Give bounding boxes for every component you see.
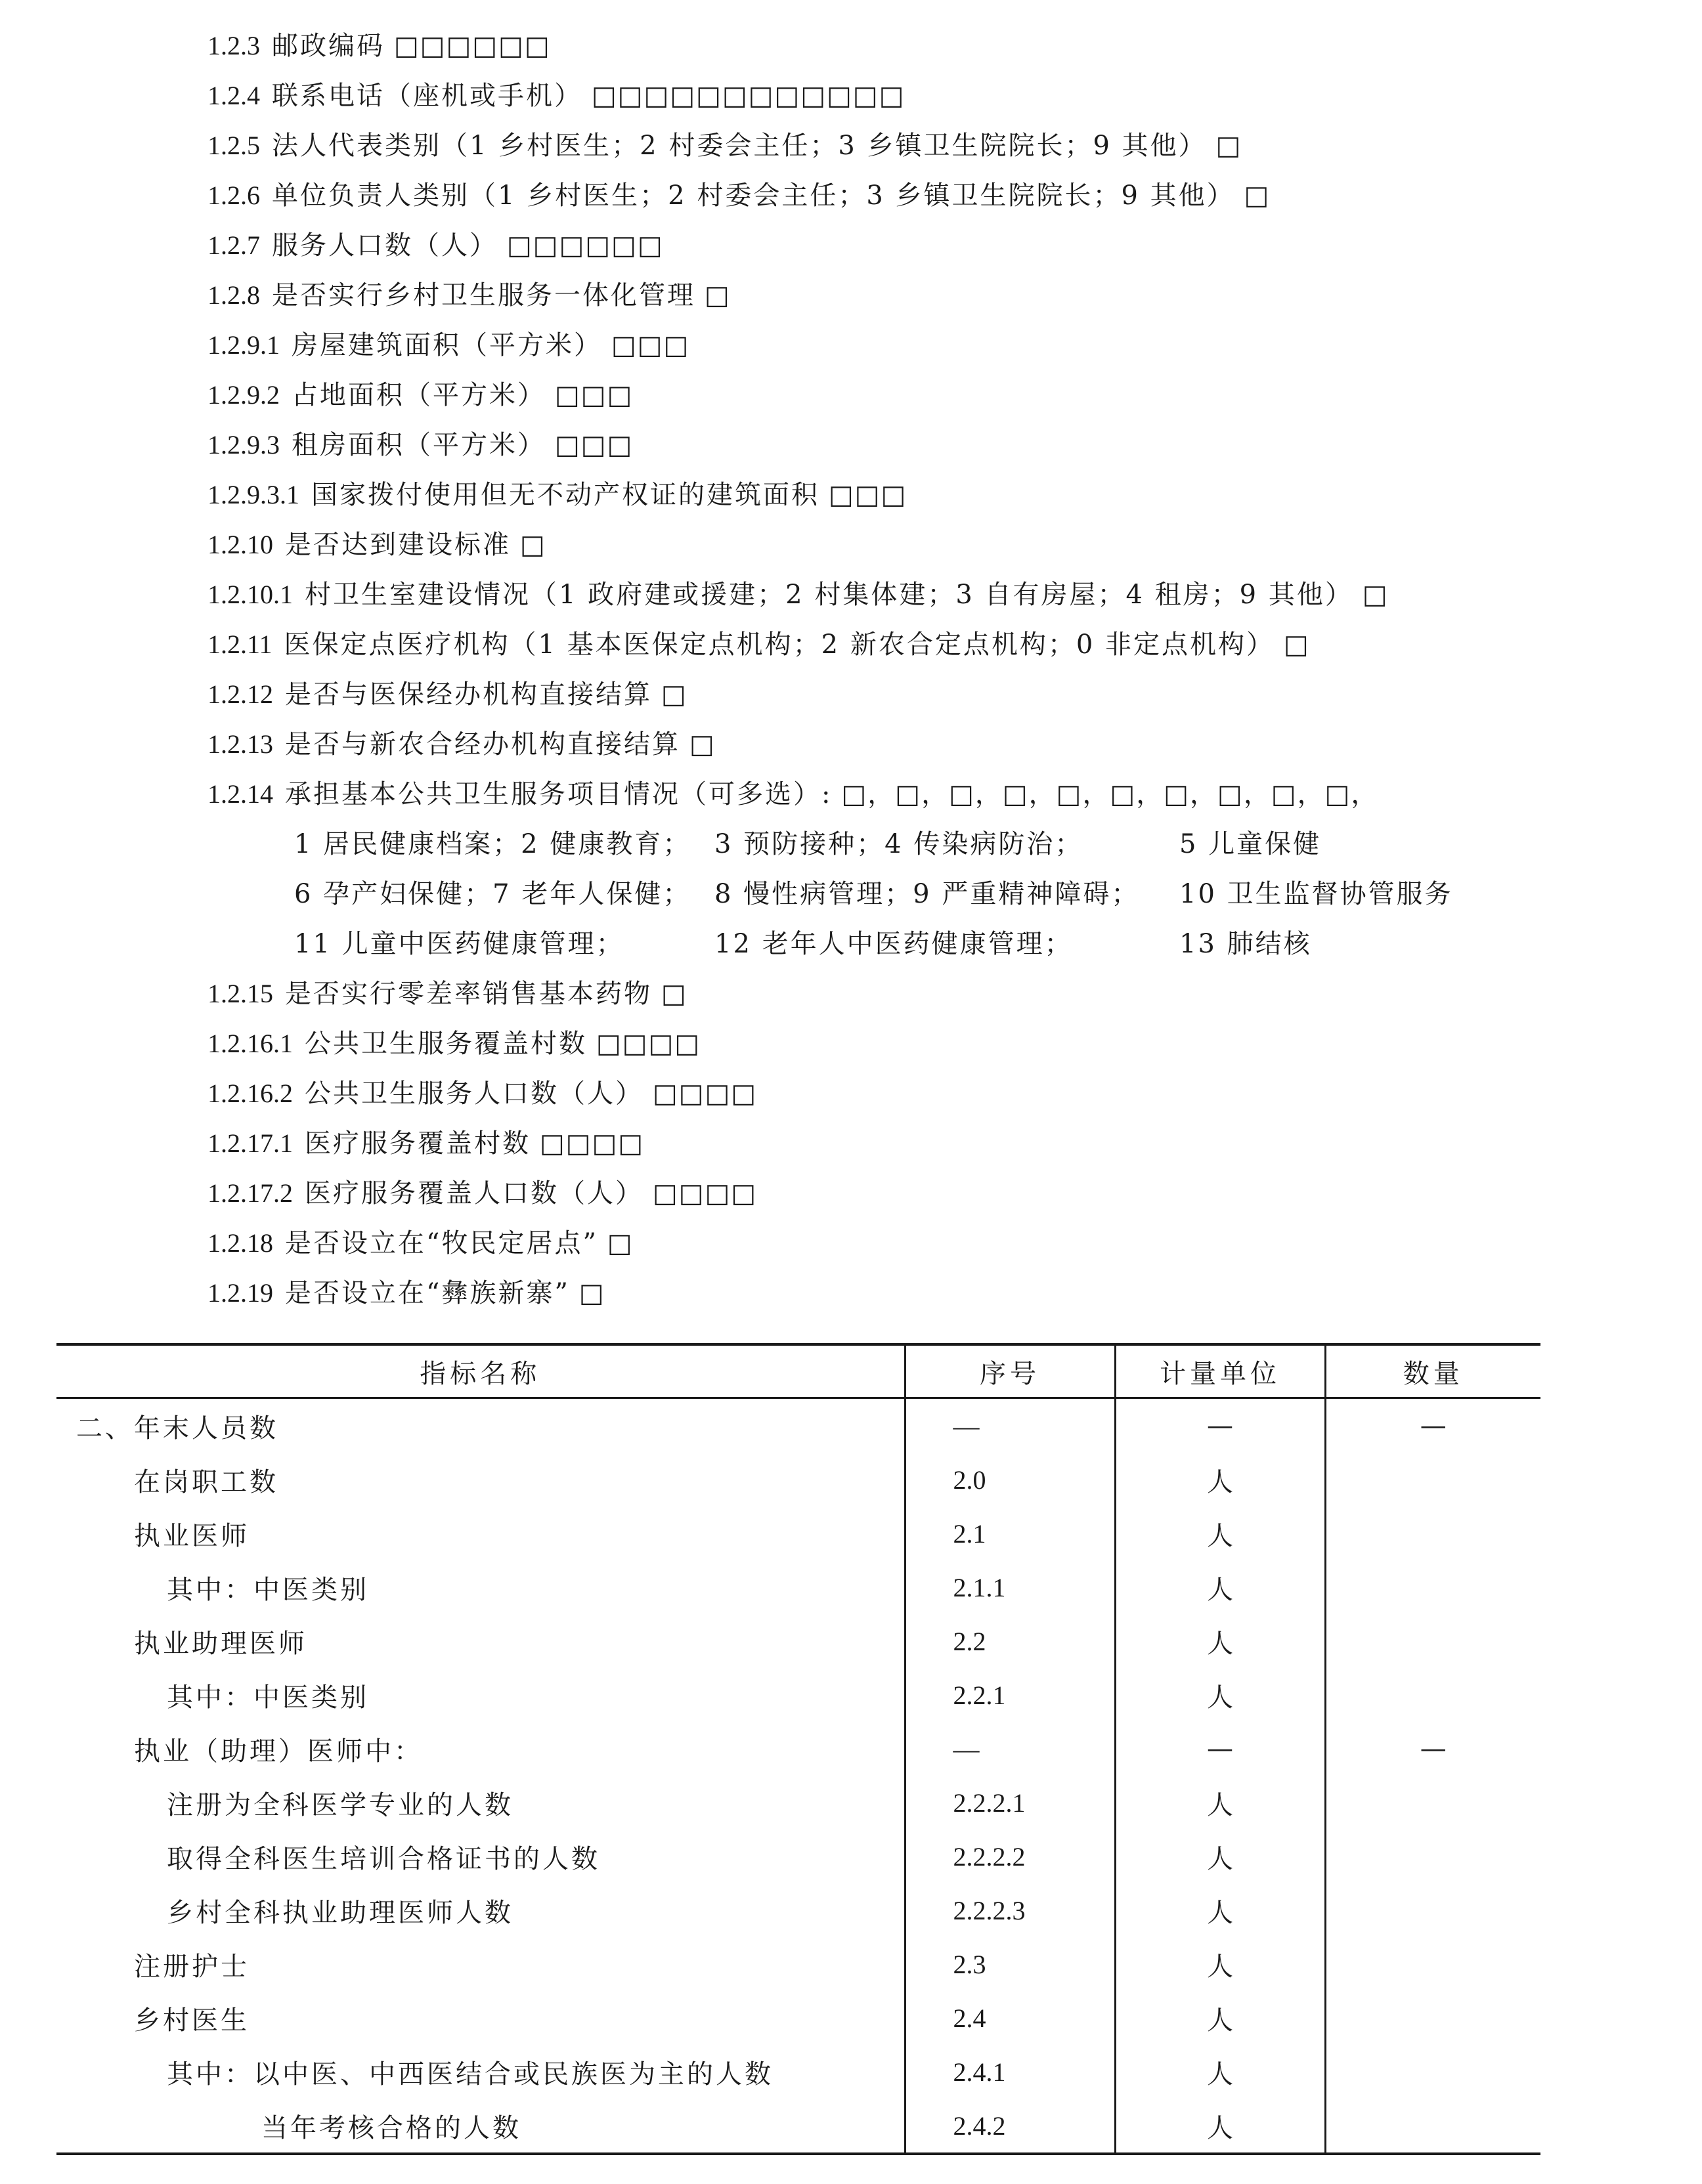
quantity-cell[interactable] (1325, 1507, 1540, 1560)
quantity-cell[interactable]: — (1325, 1722, 1540, 1776)
form-item-1-2-3 (207, 29, 551, 63)
answer-boxes[interactable]: □ (607, 1228, 634, 1258)
header-unit: 计量单位 (1115, 1344, 1325, 1398)
table-row (56, 2099, 1540, 2154)
item-label: 医疗服务覆盖村数 (305, 1128, 531, 1159)
form-item-1-2-17-1 (207, 1126, 644, 1161)
form-item-1-2-9-1 (207, 328, 689, 362)
item-label: 公共卫生服务人口数（人） (305, 1079, 644, 1109)
item-number: 1.2.9.1 (207, 330, 280, 360)
answer-boxes[interactable]: □，□，□，□，□，□，□，□，□，□， (841, 779, 1379, 809)
header-serial-number: 序号 (905, 1344, 1115, 1398)
answer-boxes[interactable]: □ (1244, 181, 1271, 211)
unit-cell: 人 (1115, 1560, 1325, 1614)
item-number: 1.2.6 (207, 181, 260, 210)
service-option: 8 慢性病管理；9 严重精神障碍； (714, 879, 1140, 909)
quantity-cell[interactable] (1325, 1560, 1540, 1614)
table-row (56, 1560, 1540, 1614)
indicator-name-cell: 注册为全科医学专业的人数 (167, 1789, 513, 1820)
table-row (56, 1453, 1540, 1507)
serial-number-cell: 2.2.2.3 (905, 1883, 1115, 1937)
serial-number-cell: 2.0 (905, 1453, 1115, 1507)
answer-boxes[interactable]: □□□□ (596, 1029, 701, 1059)
item-number: 1.2.12 (207, 679, 273, 709)
quantity-cell[interactable] (1325, 1614, 1540, 1668)
item-number: 1.2.13 (207, 729, 273, 759)
item-label: 医保定点医疗机构（1 基本医保定点机构；2 新农合定点机构；0 非定点机构） (284, 630, 1275, 660)
answer-boxes[interactable]: □ (705, 280, 731, 310)
table-header-row (56, 1344, 1540, 1398)
table-body (56, 1398, 1540, 2154)
indicator-name-cell: 乡村医生 (134, 2005, 250, 2036)
answer-boxes[interactable]: □□□ (611, 330, 690, 360)
table-row (56, 1722, 1540, 1776)
table-row (56, 1507, 1540, 1560)
answer-boxes[interactable]: □ (689, 729, 716, 760)
service-option: 1 居民健康档案；2 健康教育； (294, 829, 691, 859)
unit-cell: 人 (1115, 1776, 1325, 1830)
unit-cell: — (1115, 1398, 1325, 1453)
item-label: 是否与医保经办机构直接结算 (285, 679, 652, 710)
form-item-1-2-16-1 (207, 1027, 701, 1061)
answer-boxes[interactable]: □□□□ (653, 1079, 758, 1109)
table-row (56, 1398, 1540, 1453)
item-number: 1.2.16.2 (207, 1079, 293, 1108)
form-item-1-2-15 (207, 977, 687, 1011)
table-row (56, 1668, 1540, 1722)
answer-boxes[interactable]: □□□ (555, 380, 634, 410)
form-item-1-2-13 (207, 727, 716, 761)
indicator-name-cell: 其中：以中医、中西医结合或民族医为主的人数 (167, 2059, 774, 2089)
indicator-name-cell: 乡村全科执业助理医师人数 (167, 1897, 513, 1928)
form-item-1-2-17-2 (207, 1176, 757, 1210)
unit-cell: 人 (1115, 2099, 1325, 2154)
service-option: 10 卫生监督协管服务 (1179, 879, 1453, 909)
quantity-cell[interactable] (1325, 2099, 1540, 2154)
item-label: 村卫生室建设情况（1 政府建或援建；2 村集体建；3 自有房屋；4 租房；9 其他） (305, 580, 1353, 610)
form-item-1-2-19 (207, 1276, 605, 1310)
form-item-1-2-9-2 (207, 378, 633, 412)
quantity-cell[interactable] (1325, 1453, 1540, 1507)
indicator-name-cell: 取得全科医生培训合格证书的人数 (167, 1843, 600, 1874)
answer-boxes[interactable]: □ (1362, 580, 1389, 610)
form-item-1-2-10 (207, 528, 546, 562)
answer-boxes[interactable]: □□□ (829, 480, 907, 510)
item-number: 1.2.16.1 (207, 1029, 293, 1058)
indicator-name-cell: 执业医师 (134, 1520, 250, 1551)
answer-boxes[interactable]: □ (661, 679, 687, 710)
serial-number-cell: 2.1.1 (905, 1560, 1115, 1614)
item-label: 占地面积（平方米） (292, 380, 546, 410)
indicator-name-cell: 其中：中医类别 (167, 1574, 369, 1605)
serial-number-cell: 2.2.2.1 (905, 1776, 1115, 1830)
form-item-1-2-10-1 (207, 578, 1389, 612)
form-item-1-2-14 (207, 777, 1378, 811)
unit-cell: 人 (1115, 1507, 1325, 1560)
answer-boxes[interactable]: □□□□ (540, 1128, 645, 1159)
service-option: 12 老年人中医药健康管理； (714, 929, 1073, 959)
form-item-1-2-7 (207, 228, 664, 263)
form-item-1-2-6 (207, 179, 1270, 213)
answer-boxes[interactable]: □□□□□□ (394, 31, 551, 61)
header-indicator-name: 指标名称 (56, 1344, 905, 1398)
answer-boxes[interactable]: □□□□□□ (507, 230, 664, 261)
indicator-name-cell: 注册护士 (134, 1951, 250, 1982)
form-item-1-2-8 (207, 278, 731, 312)
serial-number-cell: — (905, 1722, 1115, 1776)
unit-cell: — (1115, 1722, 1325, 1776)
item-number: 1.2.10.1 (207, 580, 293, 609)
unit-cell: 人 (1115, 2045, 1325, 2099)
form-item-1-2-18 (207, 1226, 634, 1260)
item-number: 1.2.5 (207, 131, 260, 160)
answer-boxes[interactable]: □ (578, 1278, 605, 1308)
item-label: 承担基本公共卫生服务项目情况（可多选）: (285, 779, 833, 809)
item-label: 法人代表类别（1 乡村医生；2 村委会主任；3 乡镇卫生院院长；9 其他） (272, 131, 1207, 161)
item-label: 邮政编码 (272, 31, 385, 61)
serial-number-cell: 2.2 (905, 1614, 1115, 1668)
indicator-name-cell: 二、年末人员数 (76, 1413, 278, 1444)
unit-cell: 人 (1115, 1614, 1325, 1668)
unit-cell: 人 (1115, 1668, 1325, 1722)
form-item-1-2-4 (207, 79, 906, 113)
unit-cell: 人 (1115, 1453, 1325, 1507)
unit-cell: 人 (1115, 1830, 1325, 1883)
serial-number-cell: 2.4.1 (905, 2045, 1115, 2099)
staff-statistics-table (56, 1343, 1540, 2155)
unit-cell: 人 (1115, 1991, 1325, 2045)
indicator-name-cell: 执业（助理）医师中： (134, 1736, 423, 1766)
service-option: 11 儿童中医药健康管理； (294, 929, 624, 959)
answer-boxes[interactable]: □ (1215, 131, 1242, 161)
item-label: 是否达到建设标准 (285, 530, 511, 560)
header-quantity: 数量 (1325, 1344, 1540, 1398)
item-number: 1.2.9.3 (207, 430, 280, 460)
table-row (56, 1830, 1540, 1883)
item-label: 医疗服务覆盖人口数（人） (305, 1178, 644, 1209)
indicator-name-cell: 在岗职工数 (134, 1467, 278, 1497)
form-item-1-2-9-3-1 (207, 478, 907, 512)
table-row (56, 1614, 1540, 1668)
item-number: 1.2.15 (207, 979, 273, 1008)
item-label: 国家拨付使用但无不动产权证的建筑面积 (311, 480, 819, 510)
table-row (56, 1937, 1540, 1991)
service-option: 6 孕产妇保健；7 老年人保健； (294, 879, 691, 909)
serial-number-cell: 2.4 (905, 1991, 1115, 2045)
serial-number-cell: 2.3 (905, 1937, 1115, 1991)
quantity-cell[interactable]: — (1325, 1398, 1540, 1453)
item-label: 公共卫生服务覆盖村数 (305, 1029, 587, 1059)
item-number: 1.2.14 (207, 779, 273, 809)
form-item-1-2-11 (207, 628, 1310, 662)
answer-boxes[interactable]: □□□ (555, 430, 634, 460)
unit-cell: 人 (1115, 1937, 1325, 1991)
item-label: 单位负责人类别（1 乡村医生；2 村委会主任；3 乡镇卫生院院长；9 其他） (272, 181, 1235, 211)
answer-boxes[interactable]: □□□□ (653, 1178, 758, 1209)
serial-number-cell: 2.4.2 (905, 2099, 1115, 2154)
indicator-name-cell: 执业助理医师 (134, 1628, 307, 1659)
item-label: 租房面积（平方米） (292, 430, 546, 460)
form-item-1-2-5 (207, 129, 1242, 163)
table-row (56, 1776, 1540, 1830)
serial-number-cell: 2.2.2.2 (905, 1830, 1115, 1883)
answer-boxes[interactable]: □ (520, 530, 546, 560)
quantity-cell[interactable] (1325, 1830, 1540, 1883)
item-number: 1.2.9.3.1 (207, 480, 299, 509)
indicator-name-cell: 其中：中医类别 (167, 1682, 369, 1713)
item-label: 是否设立在“牧民定居点” (285, 1228, 598, 1258)
item-label: 服务人口数（人） (272, 230, 498, 261)
form-item-1-2-16-2 (207, 1077, 757, 1111)
form-item-1-2-9-3 (207, 428, 633, 462)
table-row (56, 1991, 1540, 2045)
item-label: 联系电话（座机或手机） (272, 81, 582, 111)
service-option: 5 儿童保健 (1179, 829, 1322, 859)
answer-boxes[interactable]: □ (1284, 630, 1310, 660)
item-label: 是否实行乡村卫生服务一体化管理 (272, 280, 695, 310)
item-label: 是否与新农合经办机构直接结算 (285, 729, 680, 760)
serial-number-cell: 2.1 (905, 1507, 1115, 1560)
quantity-cell[interactable] (1325, 1991, 1540, 2045)
item-number: 1.2.18 (207, 1228, 273, 1258)
item-number: 1.2.3 (207, 31, 260, 60)
table-row (56, 2045, 1540, 2099)
item-number: 1.2.4 (207, 81, 260, 110)
quantity-cell[interactable] (1325, 1937, 1540, 1991)
indicator-name-cell: 当年考核合格的人数 (56, 2099, 905, 2154)
item-number: 1.2.10 (207, 530, 273, 559)
item-number: 1.2.17.1 (207, 1128, 293, 1158)
item-number: 1.2.17.2 (207, 1178, 293, 1208)
item-label: 是否实行零差率销售基本药物 (285, 979, 652, 1009)
item-label: 房屋建筑面积（平方米） (292, 330, 602, 360)
quantity-cell[interactable] (1325, 1883, 1540, 1937)
serial-number-cell: — (905, 1398, 1115, 1453)
service-option: 3 预防接种；4 传染病防治； (714, 829, 1083, 859)
item-number: 1.2.19 (207, 1278, 273, 1308)
service-option: 13 肺结核 (1179, 929, 1312, 959)
quantity-cell[interactable] (1325, 1668, 1540, 1722)
item-number: 1.2.7 (207, 230, 260, 260)
item-number: 1.2.8 (207, 280, 260, 310)
item-label: 是否设立在“彝族新寨” (285, 1278, 570, 1308)
table-row (56, 1883, 1540, 1937)
item-number: 1.2.9.2 (207, 380, 280, 410)
serial-number-cell: 2.2.1 (905, 1668, 1115, 1722)
form-item-1-2-12 (207, 677, 687, 712)
quantity-cell[interactable] (1325, 1776, 1540, 1830)
quantity-cell[interactable] (1325, 2045, 1540, 2099)
item-number: 1.2.11 (207, 630, 273, 659)
unit-cell: 人 (1115, 1883, 1325, 1937)
answer-boxes[interactable]: □ (661, 979, 687, 1009)
answer-boxes[interactable]: □□□□□□□□□□□□ (592, 81, 906, 111)
